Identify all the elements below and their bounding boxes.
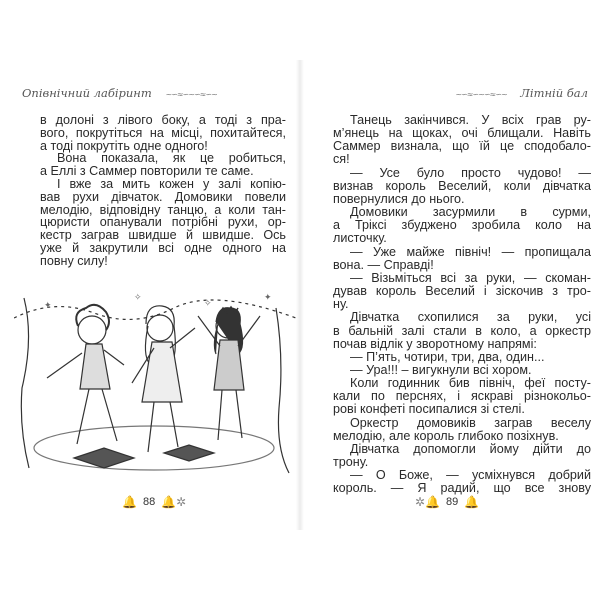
text-line: уже й закрутили всі одне одного на (40, 240, 286, 255)
running-head-left (22, 86, 217, 100)
right-page-text (333, 114, 591, 496)
right-page (300, 0, 600, 600)
text-line: вав рухи дівчаток. Домовики повели (40, 189, 286, 204)
text-line: Дівчатка допомогли йому дійти до (350, 441, 591, 456)
text-line: — П’ять, чотири, три, два, один... (350, 349, 545, 364)
left-page-text (40, 114, 286, 268)
text-line: вона. — Справді! (333, 257, 434, 272)
text-line: — Усе було просто чудово! — (350, 165, 591, 180)
text-line: в долоні з лівого боку, а тоді з пра- (40, 113, 286, 127)
text-line: кали по перснях, і яскраві різнокольо- (333, 389, 591, 404)
text-line: кестр заграв швидше й швидше. Ось (40, 228, 286, 243)
text-line: трону. (333, 455, 369, 470)
bell-ornament-icon: 🔔 (122, 495, 137, 509)
running-head-title: Літній бал (520, 86, 588, 100)
text-line: Танець закінчився. У всіх грав ру- (350, 113, 591, 127)
page-number: 88 (142, 496, 156, 508)
running-head-title: Опівнічний лабіринт (22, 86, 152, 100)
text-line: — Уже майже північ! — пропищала (350, 244, 591, 259)
text-line: Оркестр домовиків заграв веселу (350, 415, 591, 430)
text-line: Коли годинник бив північ, феї посту- (350, 376, 591, 391)
text-line: Вона показала, як це робиться, (57, 151, 286, 166)
text-line: дував король Веселий і зіскочив з тро- (333, 284, 591, 299)
text-line: вого, покрутіться на місці, похитайтеся, (40, 125, 286, 140)
text-line: ся! (333, 152, 350, 167)
page-number: 89 (446, 496, 459, 508)
text-line: мелодію, відповідну танцю, а коли тан- (40, 202, 286, 217)
text-line: а Тріксі збуджено зробила коло на (333, 218, 591, 233)
svg-text:✧: ✧ (134, 292, 142, 302)
text-line: почав відлік у зворотному напрямі: (333, 336, 537, 351)
bell-ornament-icon: ✲🔔 (415, 495, 440, 509)
svg-text:✦: ✦ (44, 300, 52, 310)
ornament-icon: ~∽≈∽~∽≈∽~ (165, 90, 217, 99)
text-line: — Візьміться всі за руки, — скоман- (350, 270, 591, 285)
text-line: рові конфеті посипалися зі стелі. (333, 402, 525, 417)
text-line: ну. (333, 297, 349, 312)
svg-text:✧: ✧ (204, 298, 212, 308)
text-line: повну силу! (40, 253, 108, 268)
ornament-icon: ~∽≈∽~∽≈∽~ (455, 90, 507, 99)
text-line: Дівчатка схопилися за руки, усі (350, 310, 591, 325)
bell-ornament-icon: 🔔✲ (161, 495, 187, 509)
text-line: — О Боже, — усміхнувся добрий (350, 468, 591, 483)
text-line: повернулися до нього. (333, 191, 465, 206)
text-line: листочку. (333, 231, 387, 246)
text-line: м’янець на щоках, очі блищали. Навіть (333, 126, 591, 141)
page-footer-left (122, 495, 186, 509)
dancing-girls-illustration (14, 278, 296, 483)
page-footer-right (415, 495, 479, 509)
text-line: в бальній залі стали в коло, а оркестр (333, 323, 591, 338)
text-line: цюристи опанували потрібні рухи, ор- (40, 215, 286, 230)
running-head-right (455, 86, 588, 100)
text-line: Домовики засурмили в сурми, (350, 205, 591, 220)
text-line: визнав король Веселий, коли дівчатка (333, 178, 591, 193)
text-line: мелодію, але король глибоко позіхнув. (333, 428, 559, 443)
text-line: а тоді покрутіть одне одного! (40, 138, 208, 153)
text-line: Саммер визнала, що їй це сподобало- (333, 139, 591, 154)
text-line: І вже за мить кожен у залі копію- (57, 176, 286, 191)
text-line: — Ура!!! – вигукнули всі хором. (350, 362, 532, 377)
text-line: король. — Я радий, що все знову (333, 481, 591, 496)
text-line: а Еллі з Саммер повторили те саме. (40, 164, 254, 179)
svg-text:✦: ✦ (264, 292, 272, 302)
bell-ornament-icon: 🔔 (464, 495, 480, 509)
